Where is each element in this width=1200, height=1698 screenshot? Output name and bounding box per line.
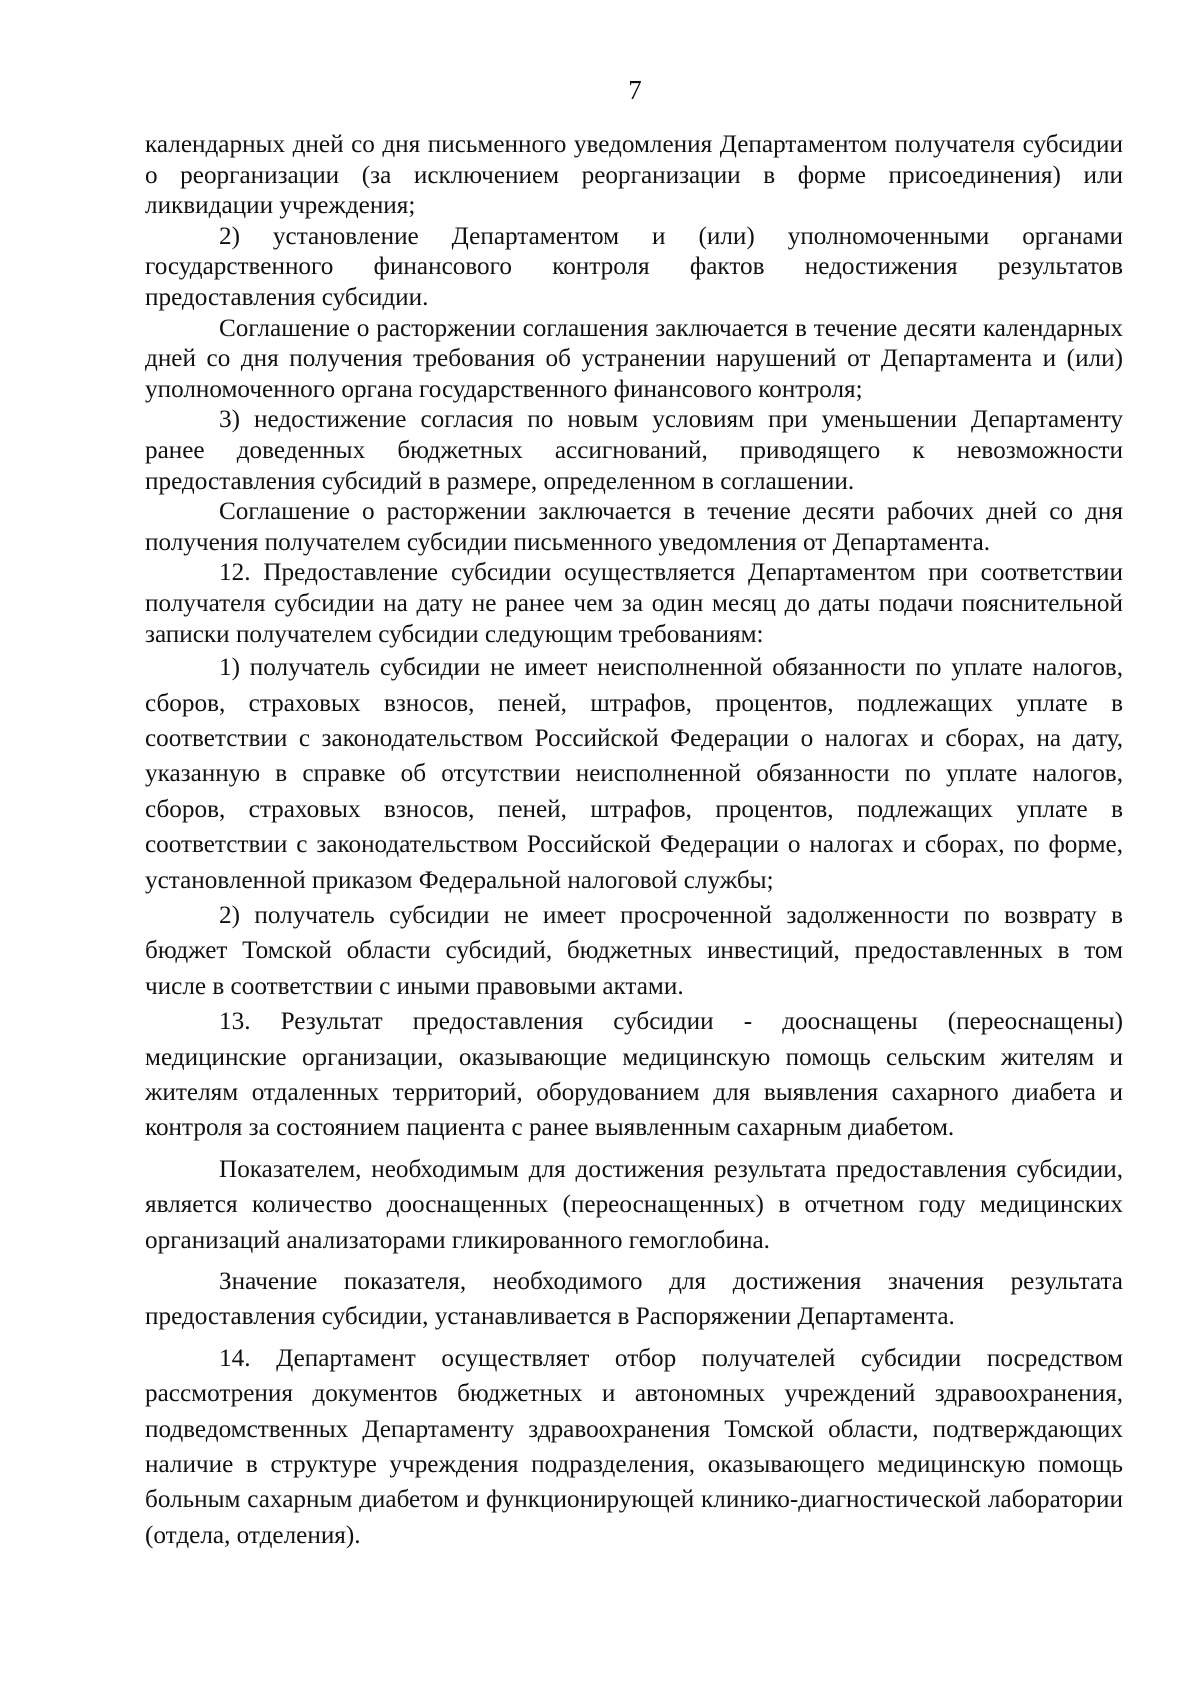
paragraph-requirement-1: 1) получатель субсидии не имеет неисполненной обязанности по уплате налогов, сборов, страховых взносов, пеней, штрафов, процентов, подлежащих уплате в соответствии с законодательством Российской Федерации о налогах и сборах, на дату, указанную в справке об отсутствии неисполненной обязанности по уплате налогов, сборов, страховых взносов, пеней, штрафов, процентов, подлежащих уплате в соответствии с законодательством Российской Федерации о налогах и сборах, по форме, установленной приказом Федеральной налоговой службы;: [145, 654, 1123, 894]
paragraph-termination-term: Соглашение о расторжении заключается в течение десяти рабочих дней со дня получения получателем субсидии письменного уведомления от Департамента.: [145, 498, 1123, 556]
page-number: 7: [628, 75, 642, 105]
document-body: [145, 130, 1123, 1553]
paragraph-indicator-value: Значение показателя, необходимого для достижения значения результата предоставления субсидии, устанавливается в Распоряжении Департамента.: [145, 1268, 1123, 1331]
paragraph-requirement-2: 2) получатель субсидии не имеет просроченной задолженности по возврату в бюджет Томской области субсидий, бюджетных инвестиций, предоставленных в том числе в соответствии с иными правовыми актами.: [145, 901, 1123, 1000]
body-section-bottom: [145, 650, 1123, 1553]
body-section-top: [145, 130, 1123, 650]
paragraph-item-3: 3) недостижение согласия по новым условиям при уменьшении Департаменту ранее доведенных бюджетных ассигнований, приводящего к невозможности предоставления субсидий в размере, определенном в соглашении.: [145, 406, 1123, 495]
paragraph-clause-14: 14. Департамент осуществляет отбор получателей субсидии посредством рассмотрения документов бюджетных и автономных учреждений здравоохранения, подведомственных Департаменту здравоохранения Томской области, подтверждающих наличие в структуре учреждения подразделения, оказывающего медицинскую помощь больным сахарным диабетом и функционирующей клинико-диагностической лаборатории (отдела, отделения).: [145, 1344, 1123, 1549]
paragraph-indicator: Показателем, необходимым для достижения результата предоставления субсидии, является количество дооснащенных (переоснащенных) в отчетном году медицинских организаций анализаторами гликированного гемоглобина.: [145, 1155, 1123, 1254]
paragraph-item-2: 2) установление Департаментом и (или) уполномоченными органами государственного финансового контроля фактов недостижения результатов предоставления субсидии.: [145, 222, 1123, 311]
paragraph-clause-13: 13. Результат предоставления субсидии - дооснащены (переоснащены) медицинские организации, оказывающие медицинскую помощь сельским жителям и жителям отдаленных территорий, оборудованием для выявления сахарного диабета и контроля за состоянием пациента с ранее выявленным сахарным диабетом.: [145, 1008, 1123, 1142]
paragraph-agreement-termination: Соглашение о расторжении соглашения заключается в течение десяти календарных дней со дня получения требования об устранении нарушений от Департамента и (или) уполномоченного органа государственного финансового контроля;: [145, 314, 1123, 403]
paragraph-continuation: календарных дней со дня письменного уведомления Департаментом получателя субсидии о реорганизации (за исключением реорганизации в форме присоединения) или ликвидации учреждения;: [145, 131, 1123, 220]
paragraph-clause-12: 12. Предоставление субсидии осуществляется Департаментом при соответствии получателя субсидии на дату не ранее чем за один месяц до даты подачи пояснительной записки получателем субсидии следующим требованиям:: [145, 559, 1123, 648]
